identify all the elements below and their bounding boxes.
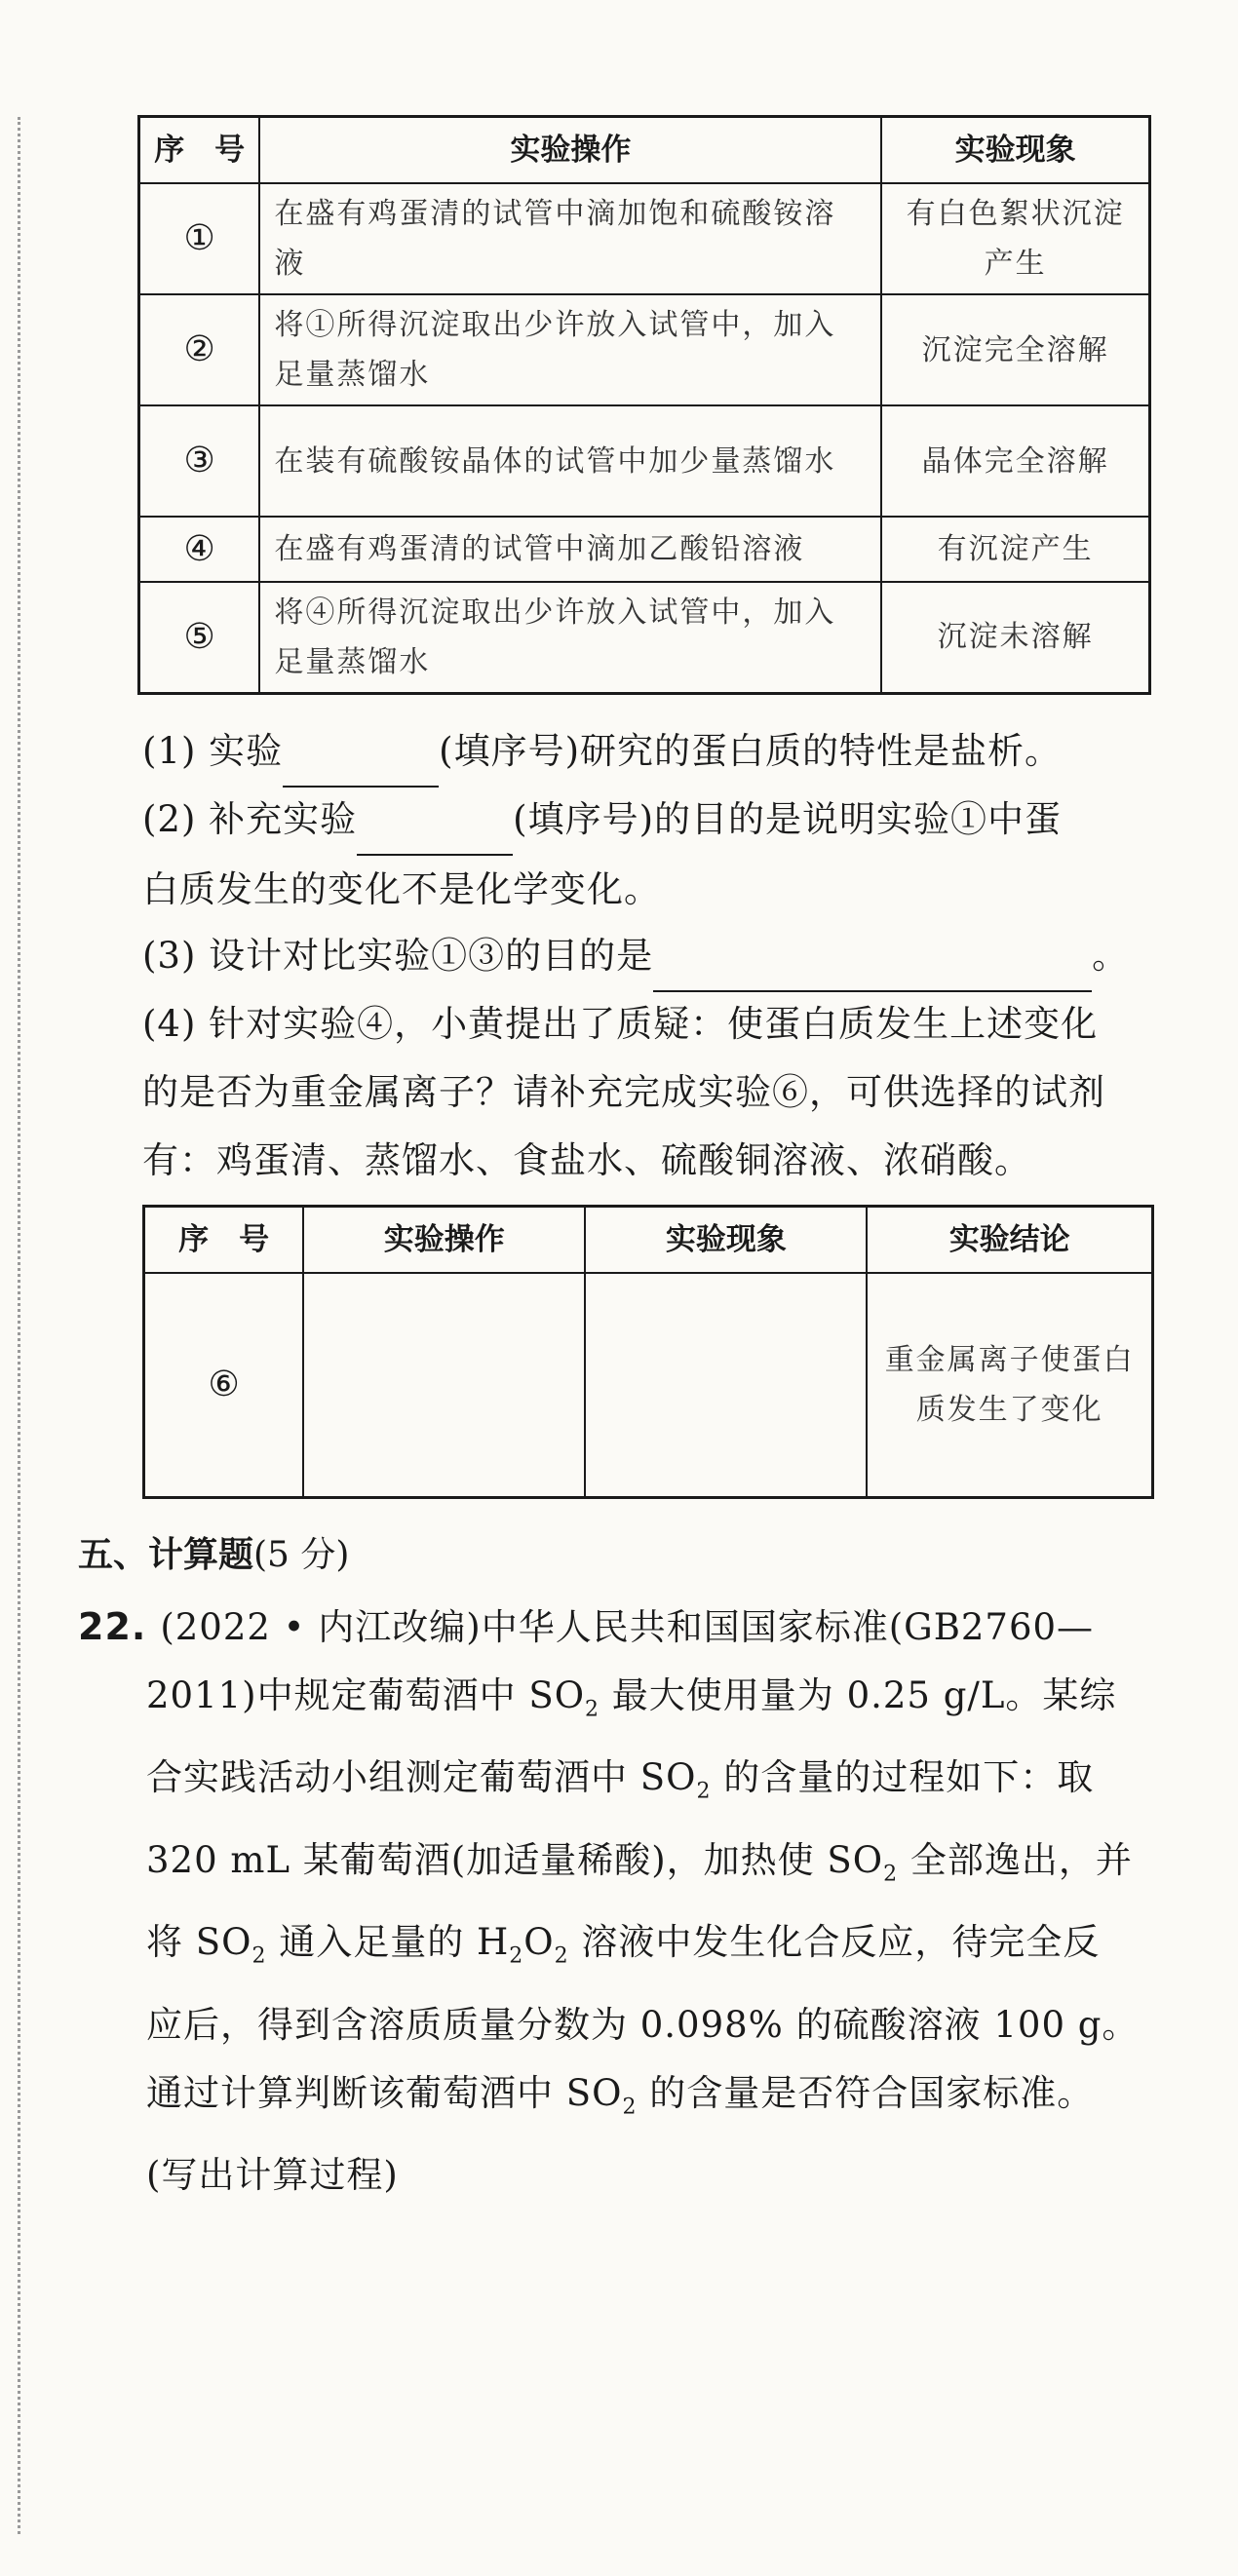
question-3-lead: (3) 设计对比实验①③的目的是 [142,935,654,977]
header-no: 序 号 [144,1207,304,1274]
row-number: ② [139,294,260,405]
operation-answer-cell[interactable] [303,1273,585,1497]
q22-text: 溶液中发生化合反应，待完全反 [568,1921,1101,1964]
section-score: (5 分) [253,1535,350,1575]
row-number: ⑤ [139,582,260,693]
subscript: 2 [509,1943,524,1969]
row-operation: 将①所得沉淀取出少许放入试管中，加入足量蒸馏水 [259,294,881,405]
q22-text: (2022 • 内江改编)中华人民共和国国家标准(GB2760— [160,1606,1095,1648]
row-operation: 将④所得沉淀取出少许放入试管中，加入足量蒸馏水 [259,582,881,693]
table-row [139,582,1150,693]
answer-blank-1[interactable] [283,717,439,788]
row-phenomenon: 有沉淀产生 [881,517,1149,582]
q22-text: 将 SO [146,1921,252,1964]
q22-text: 最大使用量为 0.25 g/L。某综 [600,1674,1117,1716]
q22-line2 [78,1662,1160,1744]
section-title: 五、计算题 [78,1535,254,1575]
question-3-tail: 。 [1092,935,1130,977]
binding-margin-line [18,117,20,2534]
q22-line3 [78,1744,1160,1826]
q22-line1 [78,1593,1160,1662]
phenomenon-answer-cell[interactable] [585,1273,867,1497]
row-number: ③ [139,405,260,517]
q22-text: 全部逸出，并 [898,1838,1133,1881]
row-phenomenon: 沉淀未溶解 [881,582,1149,693]
q22-text: 2011)中规定葡萄酒中 SO [146,1674,586,1716]
question-number: 22. [78,1605,147,1648]
q22-text: 通过计算判断该葡萄酒中 SO [146,2071,623,2114]
row-number: ① [139,183,260,294]
header-conclusion: 实验结论 [867,1207,1152,1274]
q22-text: 通入足量的 H [266,1921,510,1964]
q22-text: 的含量是否符合国家标准。 [637,2071,1095,2114]
row-operation: 在盛有鸡蛋清的试管中滴加乙酸铅溶液 [259,517,881,582]
q22-line7 [78,2059,1160,2141]
row-conclusion: 重金属离子使蛋白质发生了变化 [867,1273,1152,1497]
header-phenomenon: 实验现象 [881,117,1149,184]
question-2-cont: 白质发生的变化不是化学变化。 [142,868,661,910]
subscript: 2 [622,2094,638,2119]
q22-text: 320 mL 某葡萄酒(加适量稀酸)，加热使 SO [146,1838,884,1881]
q22-text: 的含量的过程如下：取 [711,1756,1095,1799]
q22-line5 [78,1908,1160,1990]
subscript: 2 [251,1943,267,1969]
table-row [139,517,1150,582]
row-phenomenon: 有白色絮状沉淀产生 [881,183,1149,294]
section-heading [78,1526,349,1585]
answer-blank-2[interactable] [357,786,513,856]
table-header-row [139,117,1150,184]
question-4-line2: 的是否为重金属离子？请补充完成实验⑥，可供选择的试剂 [142,1071,1105,1113]
header-operation: 实验操作 [303,1207,585,1274]
header-phenomenon: 实验现象 [585,1207,867,1274]
question-4-line3: 有：鸡蛋清、蒸馏水、食盐水、硫酸铜溶液、浓硝酸。 [142,1139,1031,1181]
row-phenomenon: 沉淀完全溶解 [881,294,1149,405]
experiment-table-1 [137,115,1151,695]
question-4 [142,990,1166,1195]
question-2 [142,786,1166,924]
table-row [139,294,1150,405]
q22-text: 合实践活动小组测定葡萄酒中 SO [146,1756,697,1799]
question-2-tail: (填序号)的目的是说明实验①中蛋 [513,798,1063,840]
header-no: 序 号 [139,117,260,184]
question-2-lead: (2) 补充实验 [142,798,358,840]
answer-blank-3[interactable] [653,922,1092,992]
row-number: ④ [139,517,260,582]
question-4-line1: (4) 针对实验④，小黄提出了质疑：使蛋白质发生上述变化 [142,1003,1099,1045]
table-row [139,183,1150,294]
q22-line4 [78,1826,1160,1908]
experiment-table-2 [142,1205,1154,1499]
q22-line8: (写出计算过程) [146,2153,399,2196]
q22-text: O [523,1921,555,1964]
subscript: 2 [883,1862,899,1887]
question-3 [142,922,1166,992]
question-1-lead: (1) 实验 [142,730,284,772]
subscript: 2 [696,1779,712,1804]
question-1-tail: (填序号)研究的蛋白质的特性是盐析。 [439,730,1063,772]
subscript: 2 [554,1943,569,1969]
row-operation: 在盛有鸡蛋清的试管中滴加饱和硫酸铵溶液 [259,183,881,294]
question-22 [78,1593,1160,2210]
row-number: ⑥ [144,1273,304,1497]
subscript: 2 [585,1697,600,1722]
table-header-row [144,1207,1153,1274]
row-operation: 在装有硫酸铵晶体的试管中加少量蒸馏水 [259,405,881,517]
header-operation: 实验操作 [259,117,881,184]
row-phenomenon: 晶体完全溶解 [881,405,1149,517]
table-row [139,405,1150,517]
q22-line6: 应后，得到含溶质质量分数为 0.098% 的硫酸溶液 100 g。 [146,2003,1140,2046]
table-row [144,1273,1153,1497]
question-1 [142,717,1166,788]
